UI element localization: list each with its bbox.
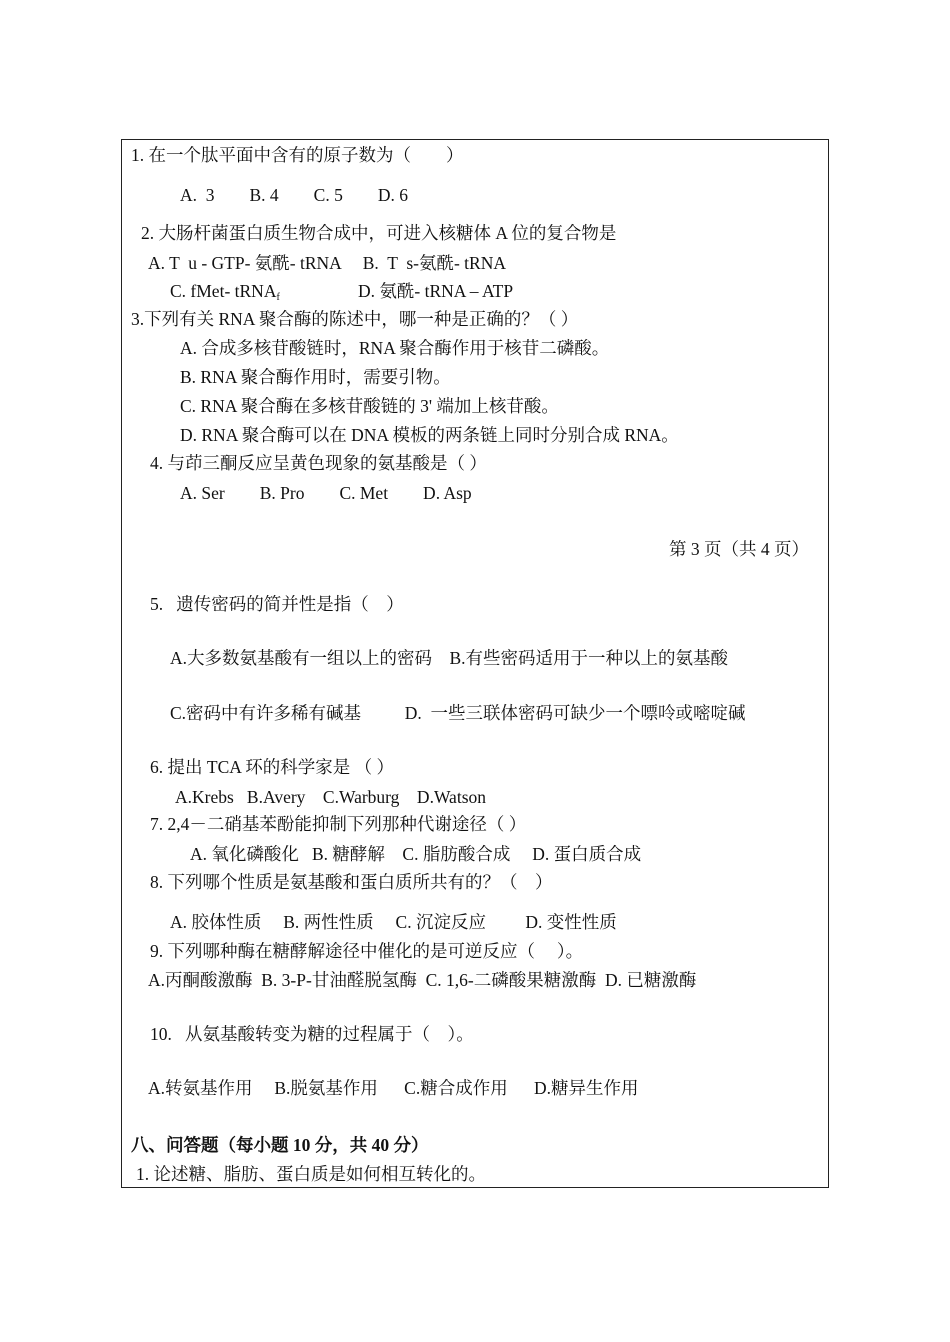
q1-stem: 1. 在一个肽平面中含有的原子数为（ ）	[131, 145, 464, 165]
q7-options: A. 氧化磷酸化 B. 糖酵解 C. 脂肪酸合成 D. 蛋白质合成	[190, 844, 642, 864]
q2-option-c-subscript: f	[276, 292, 280, 303]
q8-options: A. 胶体性质 B. 两性性质 C. 沉淀反应 D. 变性性质	[170, 912, 617, 932]
q4-stem: 4. 与茚三酮反应呈黄色现象的氨基酸是（ ）	[150, 453, 487, 473]
q2-option-c-text: C. fMet- tRNA	[170, 281, 277, 301]
q3-stem: 3.下列有关 RNA 聚合酶的陈述中，哪一种是正确的？（ ）	[131, 309, 579, 329]
q6-stem: 6. 提出 TCA 环的科学家是 （ ）	[150, 757, 395, 777]
q3-option-b: B. RNA 聚合酶作用时，需要引物。	[180, 367, 451, 387]
q10-stem: 10. 从氨基酸转变为糖的过程属于（ ）。	[150, 1024, 474, 1044]
q2-options-ab: A. T u - GTP- 氨酰- tRNA B. T s-氨酰- tRNA	[148, 253, 506, 273]
section8-question-1: 1. 论述糖、脂肪、蛋白质是如何相互转化的。	[136, 1164, 486, 1184]
q3-option-c: C. RNA 聚合酶在多核苷酸链的 3' 端加上核苷酸。	[180, 396, 559, 416]
q5-options-cd: C.密码中有许多稀有碱基 D. 一些三联体密码可缺少一个嘌呤或嘧啶碱	[170, 703, 746, 723]
q5-stem: 5. 遗传密码的简并性是指（ ）	[150, 594, 404, 614]
q7-stem: 7. 2,4－二硝基苯酚能抑制下列那种代谢途径（ ）	[150, 814, 527, 834]
q2-option-c	[170, 281, 280, 308]
section8-heading: 八、问答题（每小题 10 分，共 40 分）	[131, 1135, 429, 1155]
q2-option-d: D. 氨酰- tRNA – ATP	[358, 281, 514, 301]
q5-options-ab: A.大多数氨基酸有一组以上的密码 B.有些密码适用于一种以上的氨基酸	[170, 648, 729, 668]
q10-options: A.转氨基作用 B.脱氨基作用 C.糖合成作用 D.糖异生作用	[148, 1078, 639, 1098]
q1-options: A. 3 B. 4 C. 5 D. 6	[180, 185, 408, 205]
q8-stem: 8. 下列哪个性质是氨基酸和蛋白质所共有的？（ ）	[150, 872, 553, 892]
q4-options: A. Ser B. Pro C. Met D. Asp	[180, 483, 472, 503]
q3-option-a: A. 合成多核苷酸链时，RNA 聚合酶作用于核苷二磷酸。	[180, 338, 610, 358]
q9-options: A.丙酮酸激酶 B. 3-P-甘油醛脱氢酶 C. 1,6-二磷酸果糖激酶 D. 已糖激酶	[148, 970, 697, 990]
q2-stem: 2. 大肠杆菌蛋白质生物合成中，可进入核糖体 A 位的复合物是	[141, 223, 617, 243]
q9-stem: 9. 下列哪种酶在糖酵解途径中催化的是可逆反应（ ）。	[150, 941, 584, 961]
q3-option-d: D. RNA 聚合酶可以在 DNA 模板的两条链上同时分别合成 RNA。	[180, 425, 679, 445]
q6-options: A.Krebs B.Avery C.Warburg D.Watson	[175, 787, 487, 807]
page-footer: 第 3 页（共 4 页）	[669, 539, 809, 559]
